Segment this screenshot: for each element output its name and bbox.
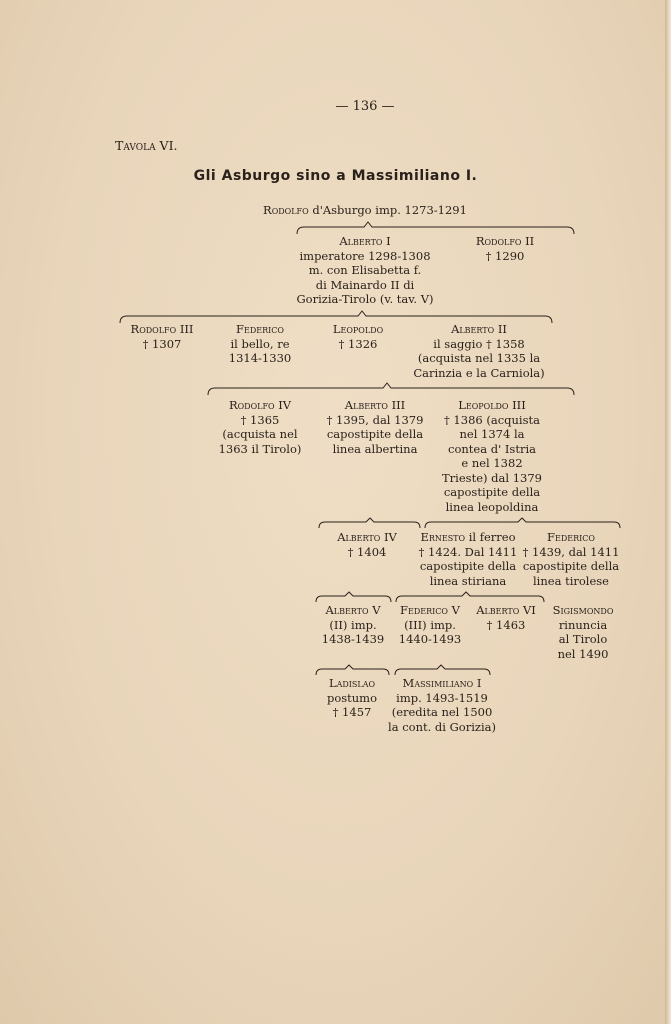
node-line: † 1463 (486, 617, 526, 632)
node-line: † 1326 (338, 336, 378, 351)
node-leopoldo-iii (436, 398, 548, 514)
node-line: al Tirolo (558, 632, 608, 646)
node-name: Leopoldo III (458, 398, 526, 412)
node-alberto-iii (320, 398, 430, 456)
node-massimiliano-i (386, 676, 498, 734)
node-line: (acquista nel (222, 427, 298, 441)
bracket-gen7b (395, 665, 490, 675)
node-alberto-iv (322, 530, 412, 559)
node-line: Gorizia-Tirolo (v. tav. V) (296, 292, 434, 306)
bracket-gen6a (316, 592, 391, 602)
node-line: 1438-1439 (321, 632, 385, 646)
node-line: Carinzia e la Carniola) (413, 365, 545, 380)
bracket-gen6b (396, 592, 544, 602)
node-line: 1314-1330 (228, 351, 292, 365)
node-line: Trieste) dal 1379 (442, 470, 542, 485)
node-name: Alberto VI (476, 603, 536, 617)
node-line: postumo (326, 690, 378, 705)
node-line: † 1307 (142, 336, 182, 351)
node-sigismondo (544, 603, 622, 661)
node-line: † 1395, dal 1379 (326, 412, 424, 427)
node-line: e nel 1382 (461, 456, 523, 470)
node-line: capostipite della (443, 485, 541, 499)
node-name: Massimiliano I (402, 676, 482, 690)
node-name: Alberto I (339, 234, 391, 248)
bracket-gen2 (297, 222, 574, 234)
node-line: † 1386 (acquista (444, 412, 540, 427)
node-line: il saggio † 1358 (433, 336, 525, 351)
node-federico-tirolo (520, 530, 622, 588)
node-line: contea d' Istria (448, 441, 536, 456)
table-title: Gli Asburgo sino a Massimiliano I. (193, 168, 478, 184)
node-name-suffix: il ferreo (468, 530, 516, 544)
node-line: rinuncia (558, 617, 608, 632)
node-ladislao (314, 676, 390, 720)
node-line: 1363 il Tirolo) (218, 441, 302, 456)
node-line: linea stiriana (429, 573, 507, 588)
node-ernesto (414, 530, 522, 588)
node-alberto-i (290, 234, 440, 307)
node-name: Alberto V (325, 603, 381, 617)
node-line: 1440-1493 (398, 632, 462, 646)
root-text: d'Asburgo imp. 1273-1291 (312, 203, 467, 217)
node-name: Rodolfo III (130, 322, 194, 336)
node-line: nel 1490 (557, 646, 609, 661)
node-line: † 1290 (485, 248, 525, 263)
bracket-gen5b (425, 518, 620, 528)
node-name: Federico (547, 530, 595, 544)
node-line: il bello, re (230, 336, 290, 351)
node-line: m. con Elisabetta f. (308, 263, 422, 277)
node-line: † 1439, dal 1411 (522, 544, 620, 559)
node-alberto-vi (470, 603, 542, 632)
page-edge (665, 0, 671, 1024)
node-name: Alberto III (344, 398, 406, 412)
node-name: Federico V (400, 603, 460, 617)
node-line: nel 1374 la (459, 427, 525, 441)
node-rodolfo-iv (210, 398, 310, 456)
node-federico-v (392, 603, 468, 647)
node-name: Rodolfo IV (228, 398, 292, 412)
node-name: Rodolfo II (475, 234, 535, 248)
node-line: la cont. di Gorizia) (388, 719, 496, 734)
node-line: di Mainardo II di (315, 277, 415, 292)
node-line: † 1457 (332, 705, 372, 719)
bracket-gen4 (208, 383, 574, 395)
node-line: † 1424. Dal 1411 (418, 544, 518, 559)
bracket-gen7a (316, 665, 389, 675)
node-name: Ernesto (420, 530, 466, 544)
node-line: linea leopoldina (445, 499, 539, 514)
node-line: capostipite della (522, 559, 620, 573)
root-name: Rodolfo (263, 203, 309, 217)
page-number: — 136 — (335, 99, 395, 114)
node-line: linea albertina (332, 441, 418, 456)
node-line: (eredita nel 1500 (391, 705, 493, 719)
node-line: imperatore 1298-1308 (299, 248, 431, 263)
node-line: capostipite della (326, 427, 424, 441)
plate-label: Tavola VI. (115, 138, 178, 153)
node-line: capostipite della (419, 559, 517, 573)
node-line: † 1404 (347, 544, 387, 559)
node-line: (III) imp. (404, 617, 456, 632)
node-alberto-ii (405, 322, 553, 380)
node-line: linea tirolese (533, 573, 609, 588)
node-line: † 1365 (240, 412, 280, 427)
bracket-gen5a (319, 518, 420, 528)
node-name: Alberto IV (337, 530, 397, 544)
node-rodolfo-iii (112, 322, 212, 351)
node-name: Sigismondo (552, 603, 614, 617)
node-line: (II) imp. (329, 617, 377, 632)
node-name: Ladislao (328, 676, 376, 690)
node-line: imp. 1493-1519 (396, 690, 488, 705)
node-alberto-v (314, 603, 392, 647)
node-federico (212, 322, 308, 366)
node-name: Alberto II (451, 322, 507, 336)
node-leopoldo (318, 322, 398, 351)
root-node (0, 203, 671, 218)
node-rodolfo-ii (460, 234, 550, 263)
node-line: (acquista nel 1335 la (417, 351, 541, 365)
node-name: Leopoldo (332, 322, 384, 336)
node-name: Federico (236, 322, 284, 336)
